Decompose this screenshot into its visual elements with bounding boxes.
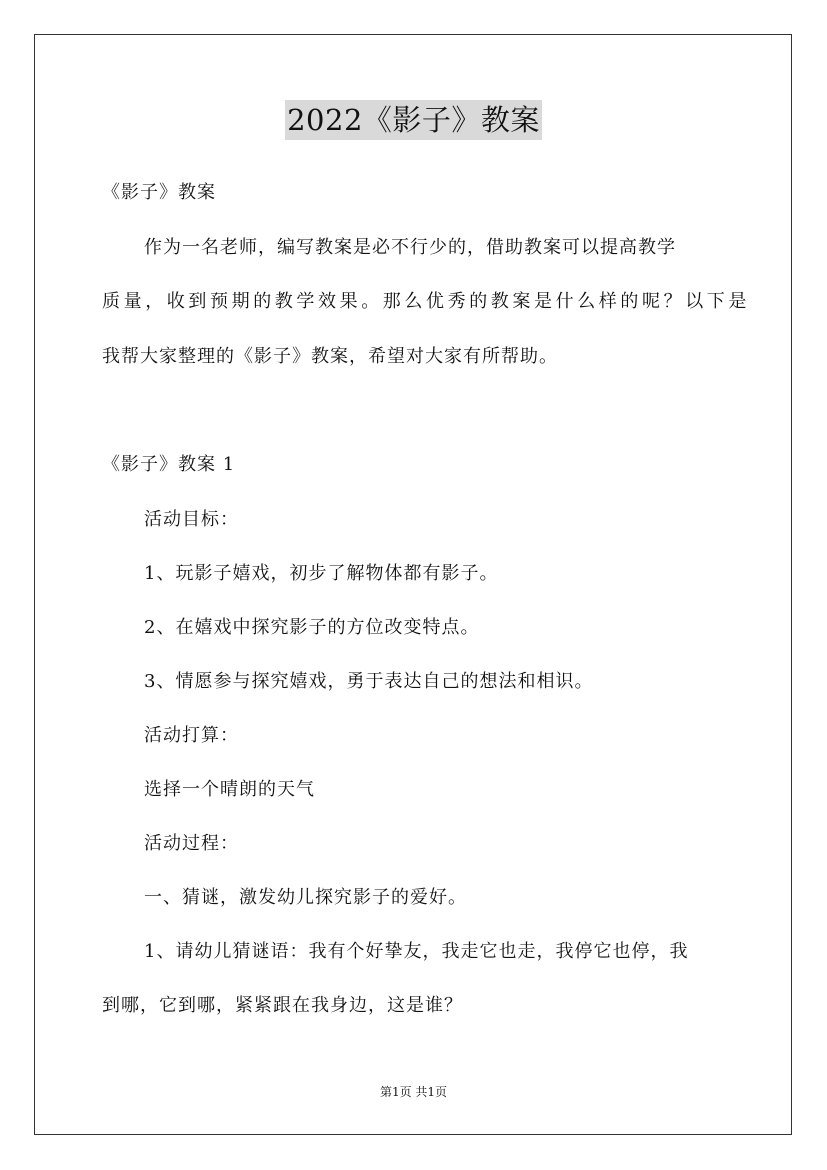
goal-item-3: 3、情愿参与探究嬉戏，勇于表达自己的想法和相识。 [144,671,594,692]
goal-item-2: 2、在嬉戏中探究影子的方位改变特点。 [144,617,480,638]
process-label: 活动过程： [144,833,239,854]
riddle-line-2: 到哪，它到哪，紧紧跟在我身边，这是谁？ [102,995,463,1016]
intro-line-1: 作为一名老师，编写教案是必不行少的，借助教案可以提高教学 [144,237,676,258]
intro-line-2: 质量，收到预期的教学效果。那么优秀的教案是什么样的呢？以下是 [102,291,750,312]
goals-label: 活动目标： [144,509,239,530]
goal-item-1: 1、玩影子嬉戏，初步了解物体都有影子。 [144,563,499,584]
intro-line-3: 我帮大家整理的《影子》教案，希望对大家有所帮助。 [102,346,558,367]
document-heading: 《影子》教案 [102,182,216,203]
section-heading: 《影子》教案 1 [102,454,236,475]
document-title: 2022《影子》教案 [285,100,542,140]
step-1: 一、猜谜，激发幼儿探究影子的爱好。 [144,887,467,908]
prep-text: 选择一个晴朗的天气 [144,779,315,800]
title-container [0,100,827,140]
prep-label: 活动打算： [144,725,239,746]
page-footer: 第1页 共1页 [379,1085,448,1099]
riddle-line-1: 1、请幼儿猜谜语：我有个好挚友，我走它也走，我停它也停，我 [144,941,689,962]
